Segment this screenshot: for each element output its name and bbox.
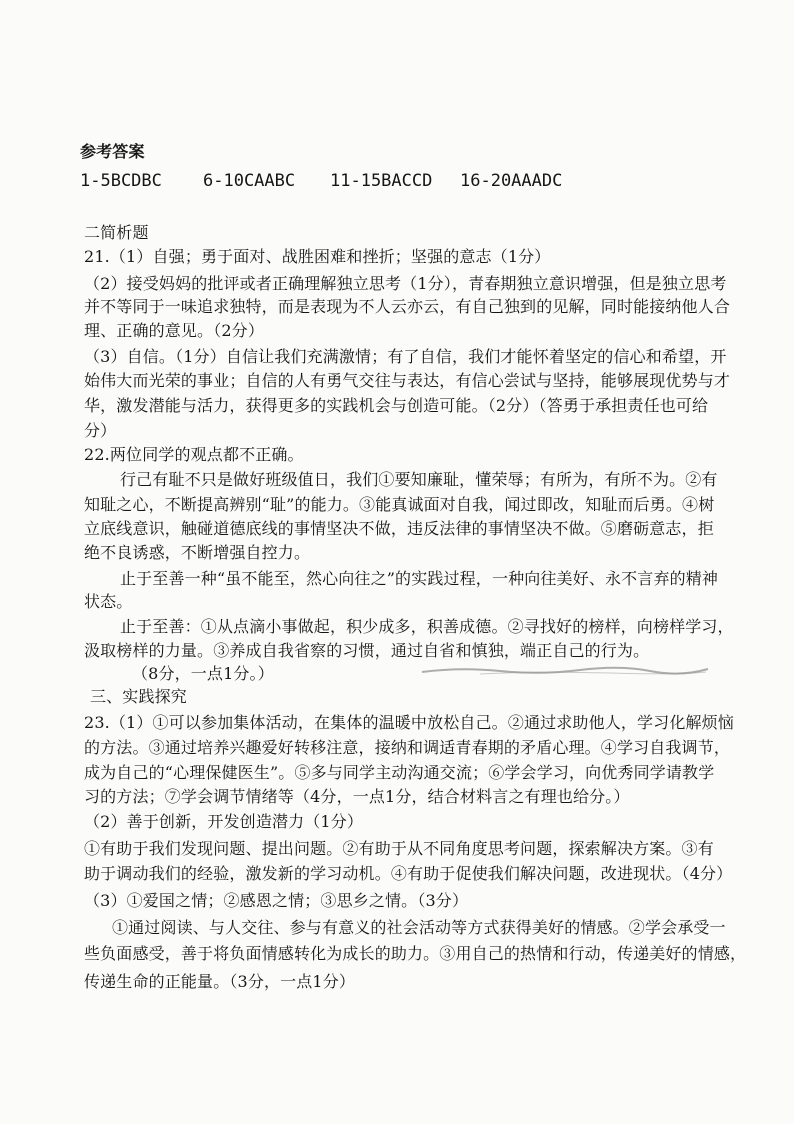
mc-answer-11-15: 11-15BACCD xyxy=(330,171,433,191)
text-line: 汲取榜样的力量。③养成自我省察的习惯，通过自省和慎独，端正自己的行为。 xyxy=(84,641,650,660)
text-line: 22.两位同学的观点都不正确。 xyxy=(84,445,304,464)
scan-smudge xyxy=(420,663,710,677)
section-heading-practice: 三、实践探究 xyxy=(90,687,187,706)
text-line: ①通过阅读、与人交往、参与有意义的社会活动等方式获得美好的情感。②学会承受一 xyxy=(112,918,726,937)
mc-answer-16-20: 16-20AAADC xyxy=(460,171,563,191)
text-line: （8分，一点1分。） xyxy=(132,664,274,683)
text-line: 些负面感受，善于将负面情感转化为成长的助力。③用自己的热情和行动，传递美好的情感， xyxy=(84,944,747,963)
section-heading-analysis: 二简析题 xyxy=(84,223,149,242)
text-line: 行己有耻不只是做好班级值日，我们①要知廉耻，懂荣辱；有所为，有所不为。②有 xyxy=(120,470,718,489)
text-line: 华，激发潜能与活力，获得更多的实践机会与创造可能。（2分）（答勇于承担责任也可给 xyxy=(84,396,709,415)
text-line: 分） xyxy=(84,421,117,440)
text-line: （3）自信。（1分）自信让我们充满激情；有了自信，我们才能怀着坚定的信心和希望，开 xyxy=(84,347,727,366)
text-line: 立底线意识，触碰道德底线的事情坚决不做，违反法律的事情坚决不做。⑤磨砺意志，拒 xyxy=(84,519,714,538)
text-line: 绝不良诱惑，不断增强自控力。 xyxy=(84,543,311,562)
text-line: 成为自己的“心理保健医生”。⑤多与同学主动沟通交流；⑥学会学习，向优秀同学请教学 xyxy=(84,763,715,782)
text-line: 并不等同于一味追求独特，而是表现为不人云亦云，有自己独到的见解，同时能接纳他人合 xyxy=(84,297,731,316)
text-line: 传递生命的正能量。（3分，一点1分） xyxy=(84,972,356,991)
text-line: 状态。 xyxy=(84,592,133,611)
text-line: 止于至善：①从点滴小事做起，积少成多，积善成德。②寻找好的榜样，向榜样学习， xyxy=(120,617,734,636)
text-line: 习的方法；⑦学会调节情绪等（4分，一点1分，结合材料言之有理也给分。） xyxy=(84,787,630,806)
text-line: （2）善于创新，开发创造潜力（1分） xyxy=(84,812,364,831)
text-line: ①有助于我们发现问题、提出问题。②有助于从不同角度思考问题，探索解决方案。③有 xyxy=(84,839,714,858)
text-line: 23.（1）①可以参加集体活动，在集体的温暖中放松自己。②通过求助他人，学习化解烦恼 xyxy=(84,713,734,732)
text-line: （3）①爱国之情；②感恩之情；③思乡之情。（3分） xyxy=(84,891,469,910)
text-line: （2）接受妈妈的批评或者正确理解独立思考（1分），青春期独立意识增强，但是独立思考 xyxy=(84,274,727,293)
text-line: 始伟大而光荣的事业；自信的人有勇气交往与表达，有信心尝试与坚持，能够展现优势与才 xyxy=(84,371,731,390)
mc-answer-1-5: 1-5BCDBC xyxy=(80,171,162,191)
text-line: 知耻之心，不断提高辨别“耻”的能力。③能真诚面对自我，闻过即改，知耻而后勇。④树 xyxy=(84,495,715,514)
text-line: 理、正确的意见。（2分） xyxy=(84,321,264,340)
text-line: 的方法。③通过培养兴趣爱好转移注意，接纳和调适青春期的矛盾心理。④学习自我调节， xyxy=(84,738,731,757)
text-line: 21.（1）自强；勇于面对、战胜困难和挫折；坚强的意志（1分） xyxy=(84,247,551,266)
mc-answer-6-10: 6-10CAABC xyxy=(203,171,296,191)
text-line: 助于调动我们的经验，激发新的学习动机。④有助于促使我们解决问题，改进现状。（4分） xyxy=(84,864,733,883)
page-title: 参考答案 xyxy=(80,142,145,161)
text-line: 止于至善一种“虽不能至，然心向往之”的实践过程，一种向往美好、永不言弃的精神 xyxy=(120,569,719,588)
